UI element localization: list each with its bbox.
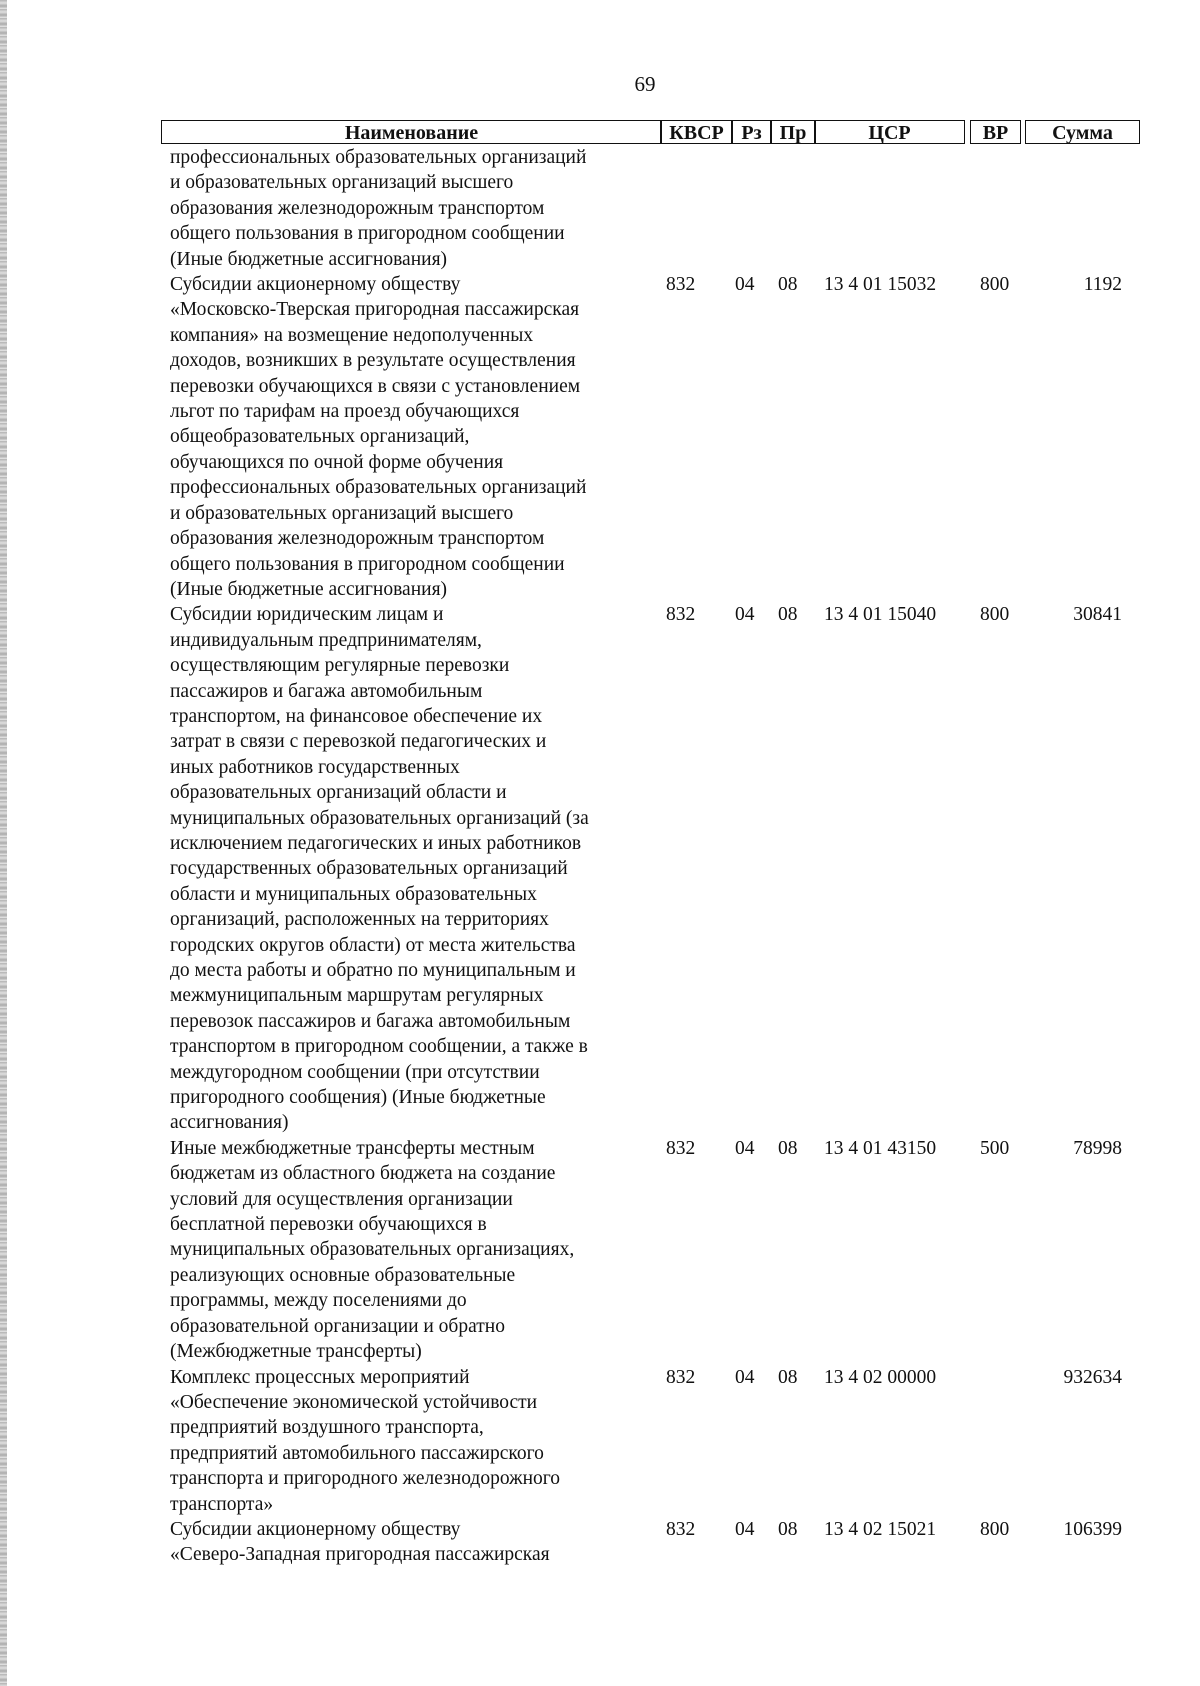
row-csr: 13 4 02 15021: [824, 1518, 937, 1540]
row-pr: 08: [778, 274, 798, 296]
table-row: [0, 602, 1200, 1136]
row-sum: 932634: [1063, 1366, 1122, 1388]
row-csr: 13 4 01 15032: [824, 274, 937, 296]
row-pr: 08: [778, 604, 798, 626]
row-vr: 800: [980, 274, 1010, 296]
row-rz: 04: [735, 1137, 755, 1159]
table-row: [0, 1517, 1200, 1568]
row-pr: 08: [778, 1366, 798, 1388]
row-csr: 13 4 02 00000: [824, 1366, 937, 1388]
row-vr: 800: [980, 1518, 1010, 1540]
row-name: Иные межбюджетные трансферты местным бюджетам из областного бюджета на создание условий для осуществления организации бесплатной перевозки обучающихся в муниципальных образовательных организациях, реализующих основные образовательные программы, между поселениями до образовательной организации и обратно (Межбюджетные трансферты): [170, 1137, 575, 1363]
table-row: [0, 1136, 1200, 1365]
row-rz: 04: [735, 1518, 755, 1540]
header-kvsr: КВСР: [660, 120, 733, 144]
row-csr: 13 4 01 15040: [824, 604, 937, 626]
table-row: [0, 272, 1200, 602]
table-row: [0, 1365, 1200, 1517]
header-vr: ВР: [970, 120, 1021, 144]
table-row: [0, 145, 1200, 272]
row-kvsr: 832: [666, 1518, 696, 1540]
row-rz: 04: [735, 1366, 755, 1388]
header-rz: Рз: [731, 120, 772, 144]
row-kvsr: 832: [666, 274, 696, 296]
row-kvsr: 832: [666, 604, 696, 626]
row-sum: 1192: [1083, 274, 1122, 296]
header-sum: Сумма: [1025, 120, 1140, 144]
row-kvsr: 832: [666, 1137, 696, 1159]
row-sum: 30841: [1073, 604, 1122, 626]
header-pr: Пр: [770, 120, 816, 144]
row-sum: 78998: [1073, 1137, 1122, 1159]
row-pr: 08: [778, 1518, 798, 1540]
row-csr: 13 4 01 43150: [824, 1137, 937, 1159]
row-kvsr: 832: [666, 1366, 696, 1388]
row-name: Комплекс процессных мероприятий «Обеспечение экономической устойчивости предприятий воздушного транспорта, предприятий автомобильного пассажирского транспорта и пригородного железнодорожного транспорта»: [170, 1366, 561, 1515]
row-name: профессиональных образовательных организаций и образовательных организаций высшего образования железнодорожным транспортом общего пользования в пригородном сообщении (Иные бюджетные ассигнования): [170, 147, 587, 270]
header-name: Наименование: [161, 120, 662, 144]
row-rz: 04: [735, 604, 755, 626]
row-vr: 800: [980, 604, 1010, 626]
page-number: 69: [634, 72, 656, 96]
row-sum: 106399: [1063, 1518, 1122, 1540]
row-rz: 04: [735, 274, 755, 296]
row-vr: 500: [980, 1137, 1010, 1159]
row-name: Субсидии юридическим лицам и индивидуальным предпринимателям, осуществляющим регулярные перевозки пассажиров и багажа автомобильным транспортом, на финансовое обеспечение их затрат в связи с перевозкой педагогических и иных работников государственных образовательных организаций области и муниципальных образовательных организаций (за исключением педагогических и иных работников государственных образовательных организаций области и муниципальных образовательных организаций, расположенных на территориях городских округов области) от места жительства до места работы и обратно по муниципальным и межмуниципальным маршрутам регулярных перевозок пассажиров и багажа автомобильным транспортом в пригородном сообщении, а также в междугородном сообщении (при отсутствии пригородного сообщения) (Иные бюджетные ассигнования): [170, 604, 589, 1134]
row-pr: 08: [778, 1137, 798, 1159]
row-name: Субсидии акционерному обществу «Московско-Тверская пригородная пассажирская компания» на возмещение недополученных доходов, возникших в результате осуществления перевозки обучающихся в связи с установлением льгот по тарифам на проезд обучающихся общеобразовательных организаций, обучающихся по очной форме обучения профессиональных образовательных организаций и образовательных организаций высшего образования железнодорожным транспортом общего пользования в пригородном сообщении (Иные бюджетные ассигнования): [170, 274, 587, 600]
row-name: Субсидии акционерному обществу «Северо-Западная пригородная пассажирская: [170, 1518, 550, 1566]
table-body: [0, 145, 1200, 1568]
header-csr: ЦСР: [814, 120, 965, 144]
